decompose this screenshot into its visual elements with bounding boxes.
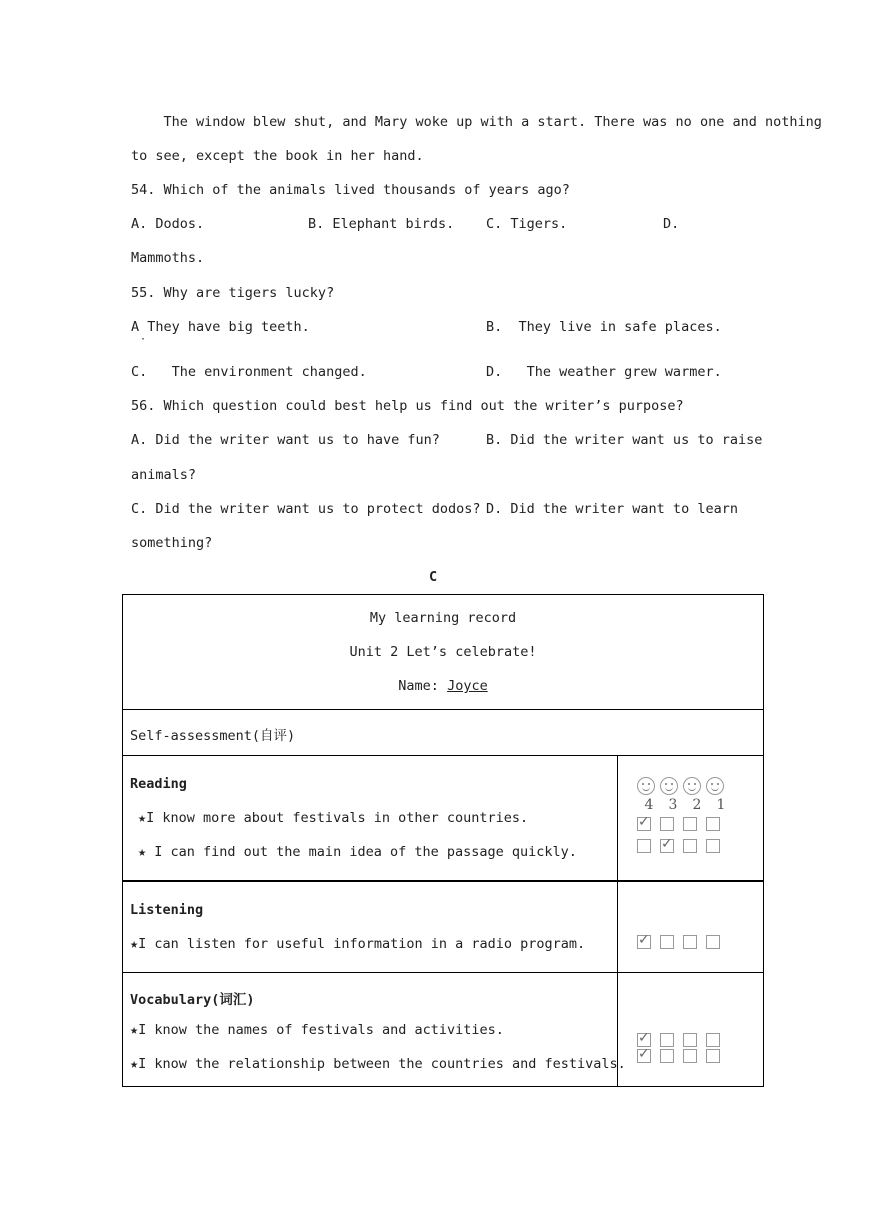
table-divider	[122, 880, 764, 882]
q56-option-c: C. Did the writer want us to protect dodos?	[131, 501, 481, 517]
checkbox-row	[637, 1033, 729, 1047]
checkbox[interactable]	[683, 817, 697, 831]
table-divider	[122, 755, 764, 756]
q55-option-d: D. The weather grew warmer.	[486, 364, 722, 380]
listening-item-1: ★I can listen for useful information in a radio program.	[130, 936, 586, 952]
passage-line-1: The window blew shut, and Mary woke up with a start. There was no one and nothing	[131, 114, 822, 130]
record-name	[122, 678, 764, 694]
table-border-left	[122, 594, 123, 1087]
checkbox-checked[interactable]	[660, 839, 674, 853]
checkbox[interactable]	[660, 817, 674, 831]
checkbox-checked[interactable]	[637, 935, 651, 949]
q56-option-b: B. Did the writer want us to raise	[486, 432, 763, 448]
scale-number: 1	[716, 797, 726, 813]
learning-record-table	[122, 594, 764, 1087]
q55-stem: 55. Why are tigers lucky?	[131, 285, 335, 301]
checkbox[interactable]	[683, 935, 697, 949]
q56-option-a: A. Did the writer want us to have fun?	[131, 432, 440, 448]
record-title: My learning record	[369, 610, 517, 626]
checkbox[interactable]	[706, 1033, 720, 1047]
checkbox[interactable]	[683, 839, 697, 853]
listening-rating	[637, 935, 729, 957]
record-unit: Unit 2 Let’s celebrate!	[349, 644, 537, 660]
scale-number: 4	[644, 797, 654, 813]
q56-option-d-cont: something?	[131, 535, 213, 551]
name-label: Name:	[398, 678, 448, 694]
checkbox[interactable]	[660, 1049, 674, 1063]
checkbox-row	[637, 839, 733, 859]
scale-number: 2	[692, 797, 702, 813]
checkbox[interactable]	[706, 1049, 720, 1063]
table-divider	[122, 972, 764, 973]
smiley-face-icon	[660, 777, 678, 795]
smiley-row	[637, 777, 733, 797]
q54-option-d: D.	[663, 216, 680, 232]
q54-option-a: A. Dodos.	[131, 216, 205, 232]
checkbox-row	[637, 817, 733, 837]
checkbox[interactable]	[660, 935, 674, 949]
name-value: Joyce	[447, 678, 488, 694]
checkbox-checked[interactable]	[637, 817, 651, 831]
table-divider	[122, 709, 764, 710]
q54-option-c: C. Tigers.	[486, 216, 568, 232]
checkbox-checked[interactable]	[637, 1033, 651, 1047]
q54-option-d-cont: Mammoths.	[131, 250, 205, 266]
checkbox[interactable]	[706, 935, 720, 949]
listening-heading: Listening	[130, 902, 204, 918]
checkbox[interactable]	[637, 839, 651, 853]
reading-rating	[637, 777, 733, 861]
q55-option-a: A They have big teeth.	[131, 319, 310, 335]
stray-dot: ·	[140, 334, 147, 345]
q54-stem: 54. Which of the animals lived thousands of years ago?	[131, 182, 570, 198]
vocabulary-item-1: ★I know the names of festivals and activities.	[130, 1022, 504, 1038]
checkbox[interactable]	[706, 817, 720, 831]
smiley-face-icon	[637, 777, 655, 795]
reading-item-2: ★ I can find out the main idea of the passage quickly.	[138, 844, 577, 860]
passage-line-2: to see, except the book in her hand.	[131, 148, 424, 164]
table-column-divider	[617, 755, 618, 1087]
scale-number: 3	[668, 797, 678, 813]
checkbox-row	[637, 1049, 729, 1063]
q55-option-c: C. The environment changed.	[131, 364, 367, 380]
reading-heading: Reading	[130, 776, 187, 792]
checkbox-checked[interactable]	[637, 1049, 651, 1063]
checkbox[interactable]	[706, 839, 720, 853]
section-label: C	[429, 569, 438, 585]
checkbox[interactable]	[660, 1033, 674, 1047]
vocabulary-item-2: ★I know the relationship between the countries and festivals.	[130, 1056, 626, 1072]
q55-option-b: B. They live in safe places.	[486, 319, 722, 335]
q56-option-d: D. Did the writer want to learn	[486, 501, 738, 517]
checkbox[interactable]	[683, 1033, 697, 1047]
table-border-top	[122, 594, 764, 595]
q56-option-b-cont: animals?	[131, 467, 197, 483]
checkbox-row	[637, 935, 729, 955]
q56-stem: 56. Which question could best help us find out the writer’s purpose?	[131, 398, 684, 414]
smiley-face-icon	[683, 777, 701, 795]
q54-option-b: B. Elephant birds.	[308, 216, 455, 232]
table-border-right	[763, 594, 764, 1087]
reading-item-1: ★I know more about festivals in other countries.	[138, 810, 529, 826]
self-assessment-label: Self-assessment(自评)	[130, 728, 296, 744]
vocabulary-heading: Vocabulary(词汇)	[130, 992, 255, 1008]
scale-number-row	[637, 797, 733, 815]
vocabulary-rating	[637, 1033, 729, 1065]
checkbox[interactable]	[683, 1049, 697, 1063]
table-border-bottom	[122, 1086, 764, 1087]
smiley-face-icon	[706, 777, 724, 795]
